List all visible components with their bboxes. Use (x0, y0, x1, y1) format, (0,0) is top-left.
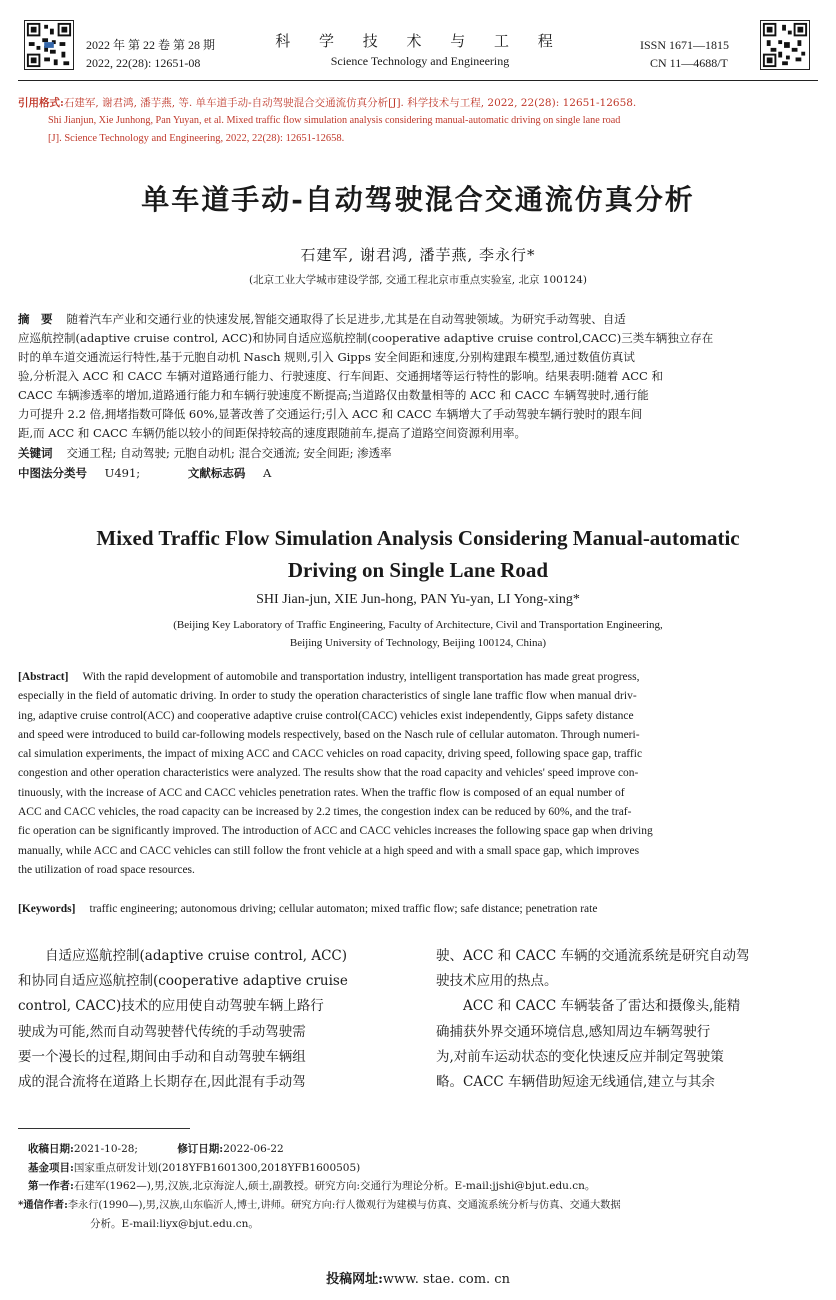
issn-info (640, 36, 729, 72)
abstract-en-line: [Abstract] With the rapid development of automobile and transportation industry, intelligent transportation has made great progress, (18, 671, 640, 683)
footer-url[interactable]: www. stae. com. cn (382, 1272, 510, 1287)
abstract-en-line: ing, adaptive cruise control(ACC) and cooperative adaptive cruise control(CACC) vehicles exist independently, Gipps safety distance (18, 709, 634, 722)
title-en-line-2: Driving on Single Lane Road (287, 558, 549, 582)
keywords-en-text: traffic engineering; autonomous driving; cellular automaton; mixed traffic flow; safe distance; penetration rate (89, 903, 598, 915)
body-line: 为,对前车运动状态的变化快速反应并制定驾驶策 (436, 1048, 724, 1065)
keywords-cn-text: 交通工程; 自动驾驶; 元胞自动机; 混合交通流; 安全间距; 渗透率 (66, 446, 392, 460)
footnote-corresponding: *通信作者:李永行(1990—),男,汉族,山东临沂人,博士,讲师。研究方向:行人微观行为建模与仿真、交通流系统分析与仿真、交通大数据 (18, 1198, 621, 1211)
footnote-first-author: 第一作者:石建军(1962—),男,汉族,北京海淀人,硕士,副教授。研究方向:交通行为理论分析。E-mail:jjshi@bjut.edu.cn。 (28, 1180, 596, 1192)
abstract-en-line: especially in the field of automatic driving. In order to study the operation characteristics of single lane traffic flow when manual driv- (18, 690, 637, 703)
citation-line-2: Shi Jianjun, Xie Junhong, Pan Yuyan, et al. Mixed traffic flow simulation analysis considering manual-automatic driving on single lane road (48, 115, 621, 126)
abstract-cn (18, 310, 821, 443)
abstract-en (18, 668, 821, 880)
abstract-cn-line: 应巡航控制(adaptive cruise control, ACC)和协同自适应巡航控制(cooperative adaptive cruise control,CACC)三类车辆独立存在 (18, 331, 714, 345)
citation-cn: 石建军, 谢君鸿, 潘芋燕, 等. 单车道手动-自动驾驶混合交通流仿真分析[J]. 科学技术与工程, 2022, 22(28): 12651-12658. (63, 97, 637, 109)
doc-code-label: 文献标志码 (187, 466, 246, 480)
body-line: 略。CACC 车辆借助短途无线通信,建立与其余 (436, 1074, 715, 1091)
abstract-en-line: cal simulation experiments, the impact of mixing ACC and CACC vehicles on road capacity, driving speed, following space gap, traffic (18, 748, 643, 761)
authors-cn: 石建军, 谢君鸿, 潘芋燕, 李永行* (300, 246, 536, 264)
body-line: 自适应巡航控制(adaptive cruise control, ACC) (18, 948, 347, 964)
footnotes (18, 1140, 823, 1234)
footnote-corresponding-cont: 分析。E-mail:liyx@bjut.edu.cn。 (90, 1218, 259, 1230)
keywords-cn (18, 444, 821, 463)
cn-number: CN 11—4688/T (650, 56, 728, 70)
abstract-en-line: ACC and CACC vehicles, the road capacity can be increased by 2.2 times, the congestion index can be reduced by 60%, and the traf- (18, 806, 632, 819)
abstract-en-line: the utilization of road space resources. (18, 863, 195, 876)
footnote-fund: 基金项目:国家重点研发计划(2018YFB1601300,2018YFB1600505) (28, 1161, 361, 1174)
citation-line-1 (18, 94, 823, 112)
abstract-cn-line: 摘 要 随着汽车产业和交通行业的快速发展,智能交通取得了长足进步,尤其是在自动驾驶领域。为研究手动驾驶、自适 (18, 312, 626, 326)
journal-name (270, 30, 570, 69)
body-line: control, CACC)技术的应用使自动驾驶车辆上路行 (18, 998, 324, 1015)
classification (18, 464, 821, 483)
keywords-en (18, 900, 821, 919)
body-line: 成的混合流将在道路上长期存在,因此混有手动驾 (18, 1074, 306, 1091)
qr-code-left-icon (24, 20, 74, 70)
citation-line-3: [J]. Science Technology and Engineering, 2022, 22(28): 12651-12658. (48, 133, 345, 144)
body-line: ACC 和 CACC 车辆装备了雷达和摄像头,能精 (436, 998, 741, 1015)
clc-label: 中图法分类号 (18, 466, 87, 480)
citation-label: 引用格式: (18, 97, 64, 109)
abstract-cn-line: CACC 车辆渗透率的增加,道路通行能力和车辆行驶速度不断提高;当道路仅由数量相等的 ACC 和 CACC 车辆驾驶时,通行能 (18, 388, 649, 402)
issue-info (86, 36, 215, 72)
keywords-en-label: [Keywords] (18, 903, 76, 915)
body-line: 驶技术应用的热点。 (436, 973, 558, 990)
body-column-right (436, 944, 822, 1095)
abstract-en-label: [Abstract] (18, 671, 69, 683)
affiliation-en-line-2: Beijing University of Technology, Beijing 100124, China) (289, 637, 547, 649)
abstract-en-line: tinuously, with the increase of ACC and CACC vehicles penetration rates. When the traffic flow is composed of an equal number of (18, 786, 625, 799)
body-column-left (18, 944, 404, 1095)
citation-block (18, 94, 823, 148)
abstract-cn-label: 摘 要 (18, 312, 53, 326)
affiliation-en (0, 616, 836, 652)
body-line: 驶成为可能,然而自动驾驶替代传统的手动驾驶需 (18, 1023, 306, 1040)
body-line: 确捕获外界交通环境信息,感知周边车辆驾驶行 (436, 1023, 711, 1040)
issue-line-2: 2022, 22(28): 12651-08 (86, 56, 201, 70)
affiliation-en-line-1: (Beijing Key Laboratory of Traffic Engineering, Faculty of Architecture, Civil and Transportation Engineering, (173, 619, 663, 631)
affiliation-cn: (北京工业大学城市建设学部, 交通工程北京市重点实验室, 北京 100124) (249, 274, 587, 286)
abstract-en-line: manually, while ACC and CACC vehicles can still follow the front vehicle at a high speed and with a small space gap, which improves (18, 844, 640, 857)
footer (0, 1268, 836, 1287)
abstract-cn-line: 时的单车道交通流运行特性,基于元胞自动机 Nasch 规则,引入 Gipps 安全间距和速度,分别构建跟车模型,通过数值仿真试 (18, 350, 635, 364)
doc-code-value: A (263, 466, 272, 480)
abstract-en-line: fic operation can be significantly improved. The introduction of ACC and CACC vehicles increases the following space gap when driving (18, 825, 653, 838)
abstract-en-line: congestion and other operation characteristics were analyzed. The results show that the road capacity and vehicles' speed improve con- (18, 767, 639, 780)
title-en (0, 522, 836, 586)
footnote-separator (18, 1128, 190, 1129)
title-cn: 单车道手动-自动驾驶混合交通流仿真分析 (141, 183, 695, 216)
issn: ISSN 1671—1815 (640, 38, 730, 52)
body-line: 驶、ACC 和 CACC 车辆的交通流系统是研究自动驾 (436, 948, 750, 964)
clc-value: U491; (104, 466, 141, 480)
abstract-cn-line: 距,而 ACC 和 CACC 车辆仍能以较小的间距保持较高的速度跟随前车,提高了道路空间资源利用率。 (18, 426, 527, 440)
journal-name-en: Science Technology and Engineering (330, 54, 510, 68)
title-en-line-1: Mixed Traffic Flow Simulation Analysis Considering Manual-automatic (96, 526, 740, 550)
body-line: 和协同自适应巡航控制(cooperative adaptive cruise (18, 973, 348, 990)
abstract-cn-line: 力可提升 2.2 倍,拥堵指数可降低 60%,显著改善了交通运行;引入 ACC 和 CACC 车辆增大了手动驾驶车辆行驶时的跟车间 (18, 407, 643, 421)
footer-label: 投稿网址: (326, 1272, 383, 1287)
issue-line-1: 2022 年 第 22 卷 第 28 期 (86, 38, 216, 52)
keywords-cn-label: 关键词 (18, 446, 53, 460)
journal-name-cn: 科 学 技 术 与 工 程 (275, 32, 565, 50)
abstract-cn-line: 验,分析混入 ACC 和 CACC 车辆对道路通行能力、行驶速度、行车间距、交通拥堵等运行特性的影响。结果表明:随着 ACC 和 (18, 369, 663, 383)
header-rule (18, 80, 818, 81)
body-line: 要一个漫长的过程,期间由手动和自动驾驶车辆组 (18, 1048, 306, 1065)
authors-en: SHI Jian-jun, XIE Jun-hong, PAN Yu-yan, LI Yong-xing* (256, 592, 580, 607)
qr-code-right-icon (760, 20, 810, 70)
abstract-en-line: and speed were introduced to build car-following models respectively, based on the Nasch rule of cellular automaton. Through numeri- (18, 728, 640, 741)
footnote-dates: 收稿日期:2021-10-28; 修订日期:2022-06-22 (28, 1143, 284, 1155)
